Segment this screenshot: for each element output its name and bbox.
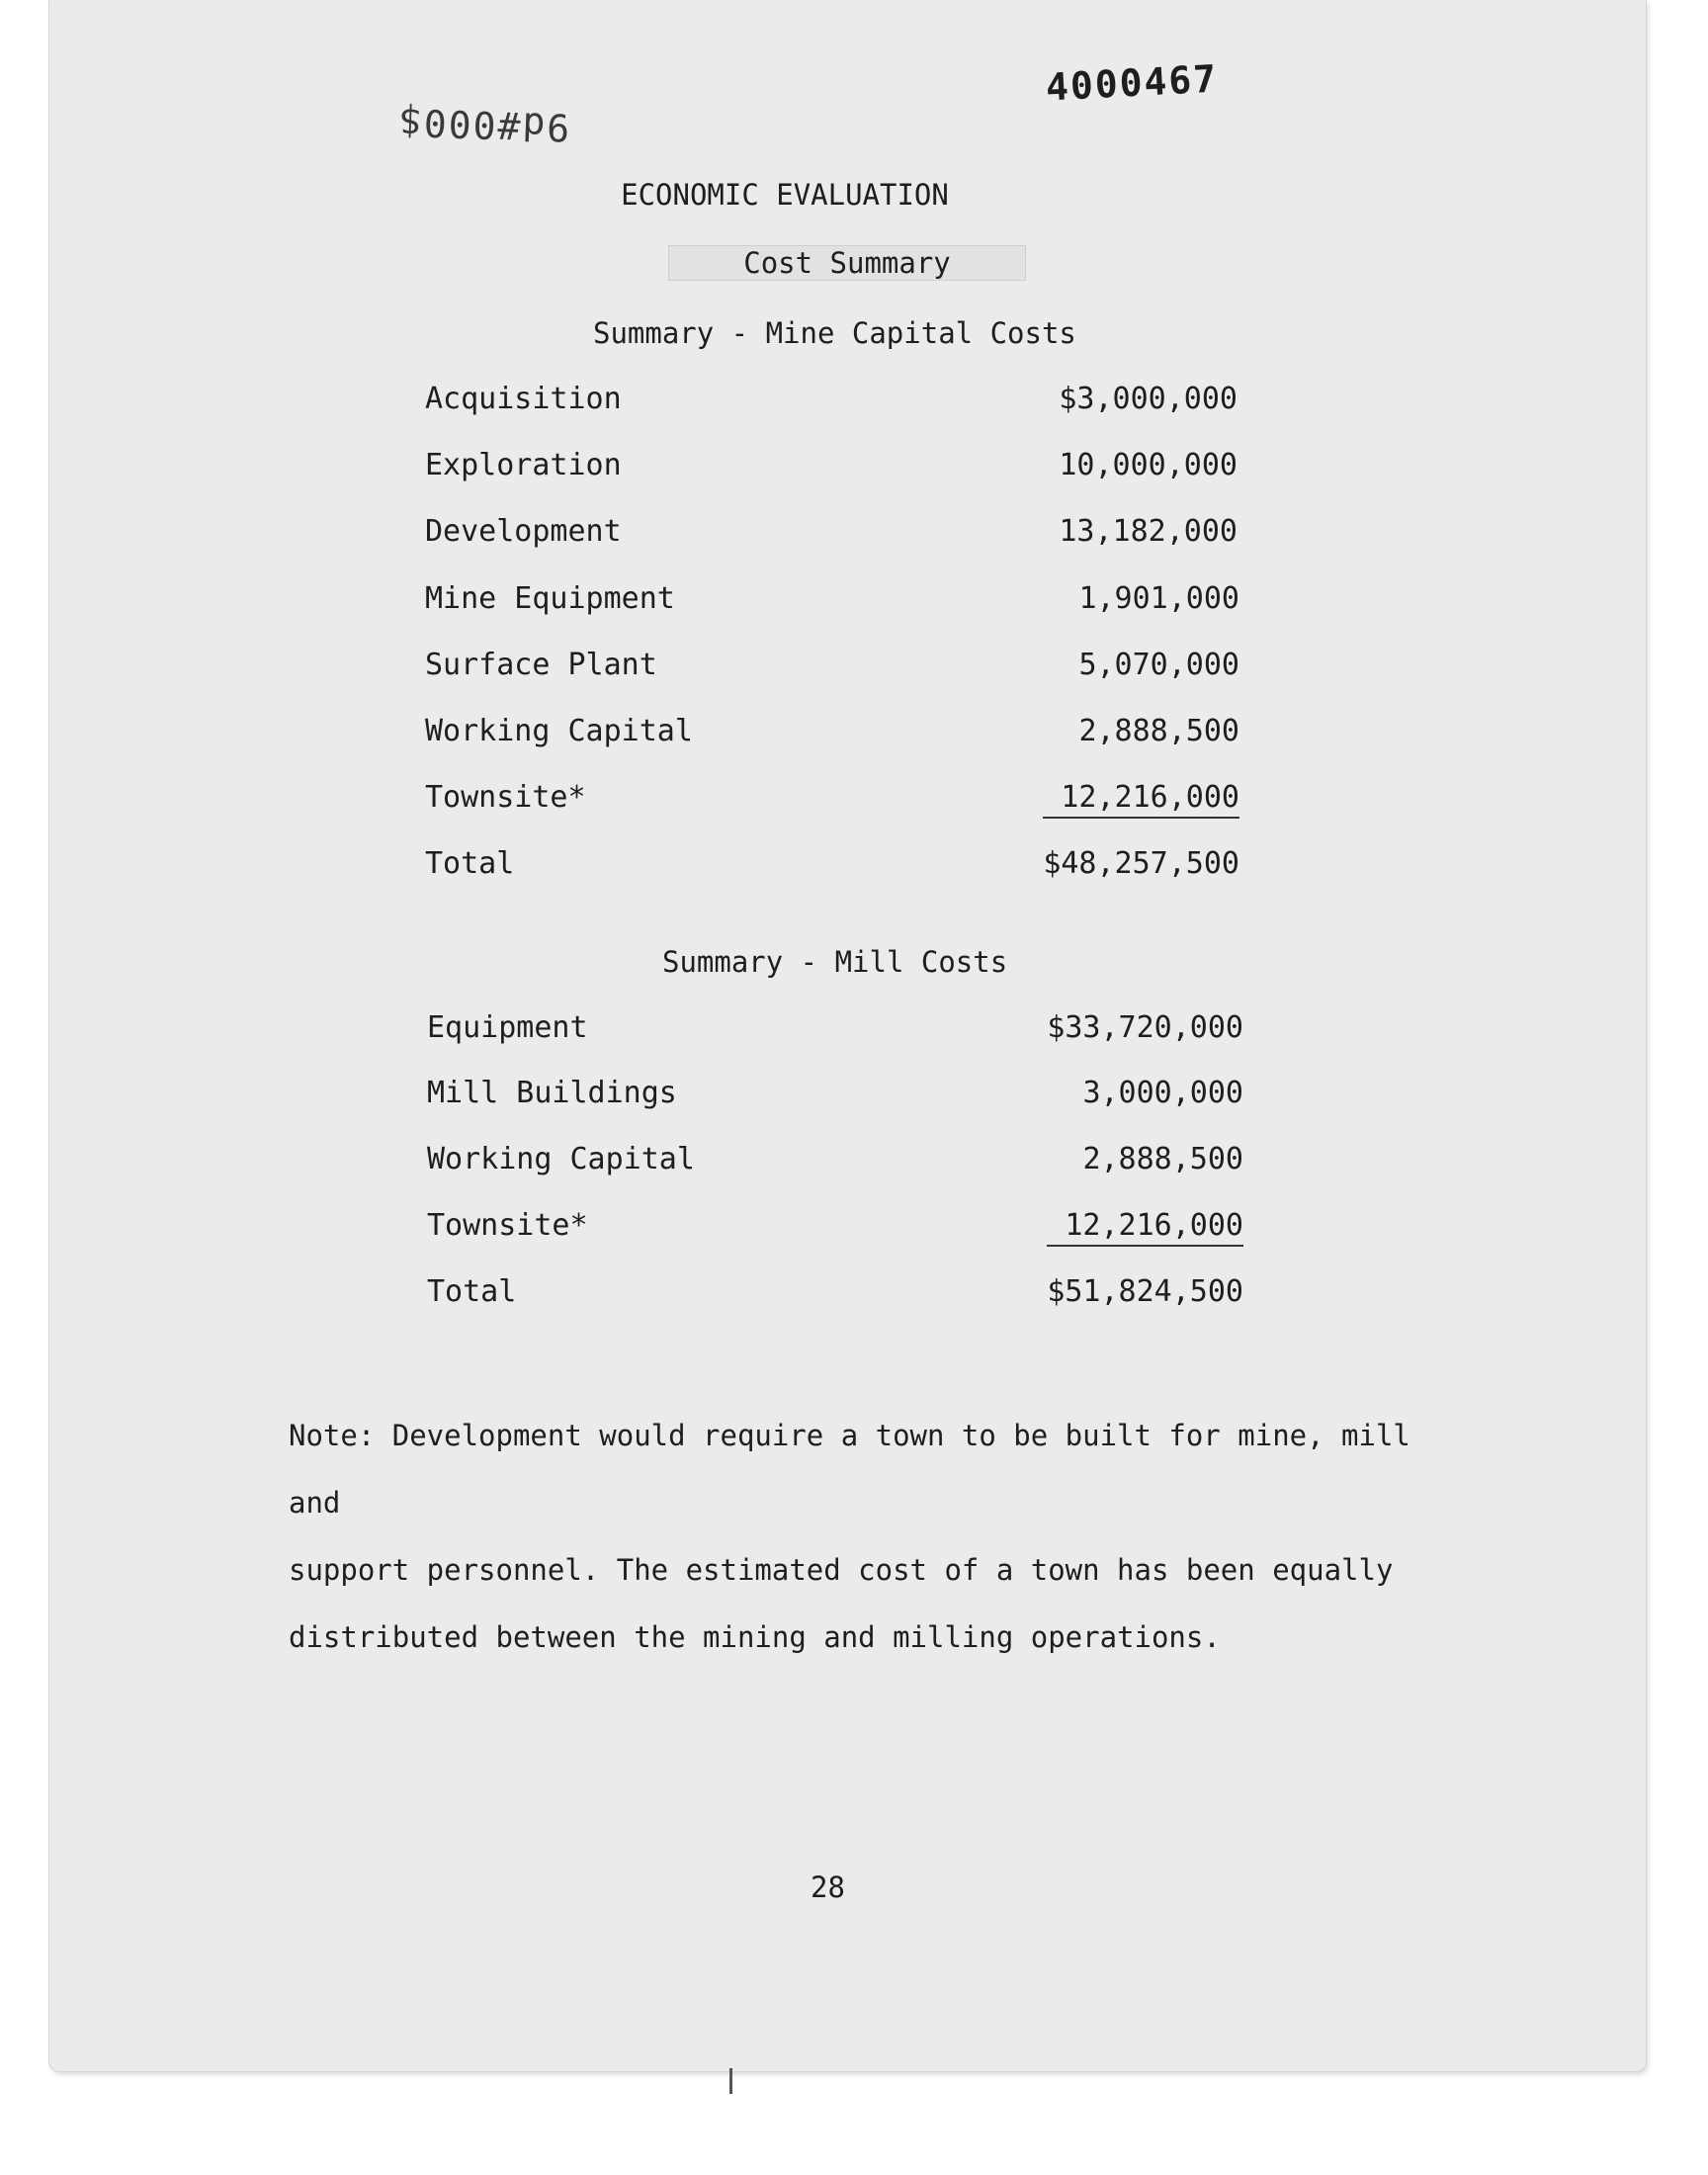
cost-amount: 3,000,000 bbox=[1082, 1076, 1243, 1110]
cost-amount: 2,888,500 bbox=[1078, 714, 1239, 748]
mine-cost-row bbox=[425, 581, 1239, 621]
cost-amount: 12,216,000 bbox=[1043, 780, 1239, 819]
mine-cost-row bbox=[425, 514, 1239, 554]
note-line: Note: Development would require a town to be built for mine, mill and bbox=[289, 1419, 1410, 1520]
cost-label: Working Capital bbox=[427, 1142, 695, 1176]
mine-total-row bbox=[425, 846, 1239, 886]
cost-label: Working Capital bbox=[425, 714, 693, 748]
cost-label: Townsite* bbox=[425, 780, 586, 815]
note-line: distributed between the mining and milling operations. bbox=[289, 1620, 1221, 1654]
cost-amount: 1,901,000 bbox=[1078, 581, 1239, 616]
document-number-stamp: 4000467 bbox=[1044, 56, 1220, 110]
mine-cost-row bbox=[425, 382, 1239, 421]
cost-label: Exploration bbox=[425, 448, 622, 482]
scan-mark bbox=[729, 2068, 732, 2094]
cost-summary-heading: Cost Summary bbox=[668, 245, 1026, 281]
cost-label: Acquisition bbox=[425, 382, 622, 416]
cost-amount: 10,000,000 bbox=[1059, 448, 1238, 482]
total-label: Total bbox=[425, 846, 515, 881]
page-number: 28 bbox=[811, 1870, 845, 1904]
total-amount: $51,824,500 bbox=[1047, 1274, 1243, 1309]
cost-amount: 13,182,000 bbox=[1059, 514, 1238, 549]
mine-capital-costs-heading: Summary - Mine Capital Costs bbox=[593, 316, 1076, 350]
cost-amount: 5,070,000 bbox=[1078, 648, 1239, 682]
document-title: ECONOMIC EVALUATION bbox=[621, 178, 949, 212]
mill-costs-heading: Summary - Mill Costs bbox=[662, 945, 1008, 979]
cost-label: Mill Buildings bbox=[427, 1076, 677, 1110]
cost-label: Townsite* bbox=[427, 1208, 588, 1243]
cost-amount: $3,000,000 bbox=[1059, 382, 1238, 416]
cost-label: Equipment bbox=[427, 1010, 588, 1045]
inverted-document-number-stamp: 9d#000$ bbox=[396, 99, 570, 150]
mill-cost-row bbox=[427, 1076, 1243, 1115]
cost-label: Development bbox=[425, 514, 622, 549]
mill-cost-row bbox=[427, 1010, 1243, 1050]
cost-amount: 12,216,000 bbox=[1047, 1208, 1243, 1247]
total-label: Total bbox=[427, 1274, 517, 1309]
mine-cost-row bbox=[425, 780, 1239, 820]
scanner-margin bbox=[0, 2094, 1708, 2175]
mine-cost-row bbox=[425, 648, 1239, 687]
total-amount: $48,257,500 bbox=[1043, 846, 1239, 881]
cost-label: Mine Equipment bbox=[425, 581, 675, 616]
cost-amount: 2,888,500 bbox=[1082, 1142, 1243, 1176]
cost-label: Surface Plant bbox=[425, 648, 657, 682]
note-line: support personnel. The estimated cost of a town has been equally bbox=[289, 1553, 1394, 1587]
townsite-note bbox=[289, 1402, 1455, 1671]
mill-cost-row bbox=[427, 1142, 1243, 1181]
cost-amount: $33,720,000 bbox=[1047, 1010, 1243, 1045]
mine-cost-row bbox=[425, 448, 1239, 487]
mine-cost-row bbox=[425, 714, 1239, 753]
mill-cost-row bbox=[427, 1208, 1243, 1248]
mill-total-row bbox=[427, 1274, 1243, 1314]
